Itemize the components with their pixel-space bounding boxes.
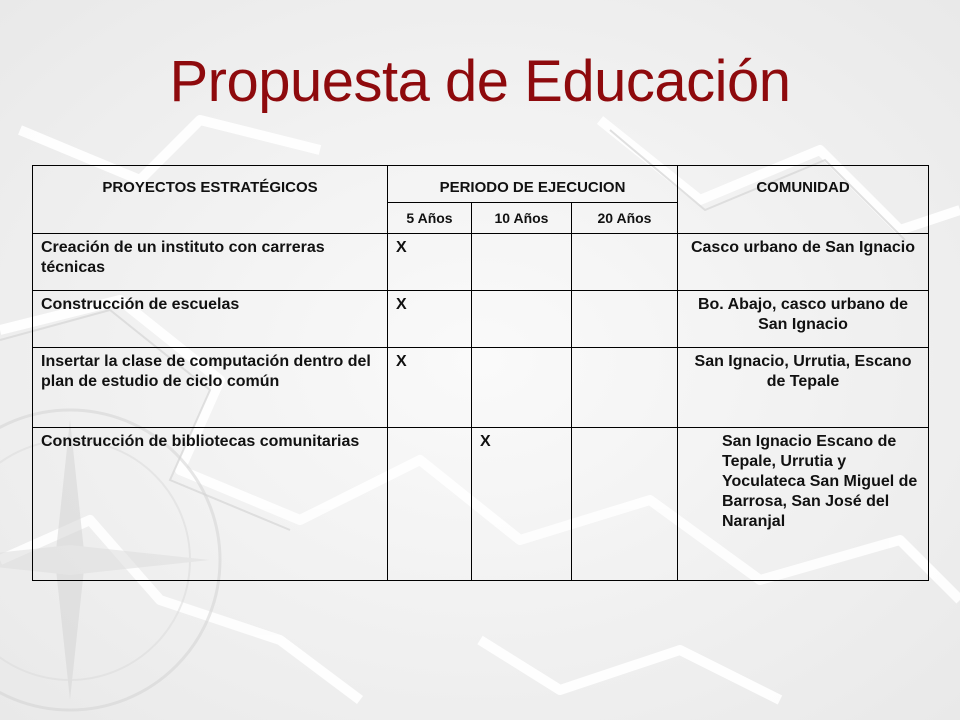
header-10-years: 10 Años [472,203,572,234]
header-projects: PROYECTOS ESTRATÉGICOS [33,166,388,234]
period-10-cell [472,291,572,348]
period-20-cell [572,234,678,291]
table-row [33,348,929,428]
table-row [33,234,929,291]
period-20-cell [572,428,678,581]
table-header-row [33,166,929,203]
header-5-years: 5 Años [388,203,472,234]
table-row [33,428,929,581]
period-5-cell: X [388,291,472,348]
header-20-years: 20 Años [572,203,678,234]
community-cell: Bo. Abajo, casco urbano de San Ignacio [678,291,929,348]
education-proposal-table [32,165,929,581]
period-10-cell [472,234,572,291]
page-title: Propuesta de Educación [169,49,791,114]
project-cell: Construcción de bibliotecas comunitarias [33,428,388,581]
community-cell: San Ignacio, Urrutia, Escano de Tepale [678,348,929,428]
header-period: PERIODO DE EJECUCION [388,166,678,203]
period-5-cell: X [388,234,472,291]
project-cell: Creación de un instituto con carreras técnicas [33,234,388,291]
period-10-cell: X [472,428,572,581]
community-cell: San Ignacio Escano de Tepale, Urrutia y Yoculateca San Miguel de Barrosa, San José del Naranjal [678,428,929,581]
community-cell: Casco urbano de San Ignacio [678,234,929,291]
period-20-cell [572,291,678,348]
table-row [33,291,929,348]
header-community: COMUNIDAD [678,166,929,234]
period-20-cell [572,348,678,428]
period-5-cell: X [388,348,472,428]
project-cell: Insertar la clase de computación dentro del plan de estudio de ciclo común [33,348,388,428]
project-cell: Construcción de escuelas [33,291,388,348]
period-10-cell [472,348,572,428]
period-5-cell [388,428,472,581]
